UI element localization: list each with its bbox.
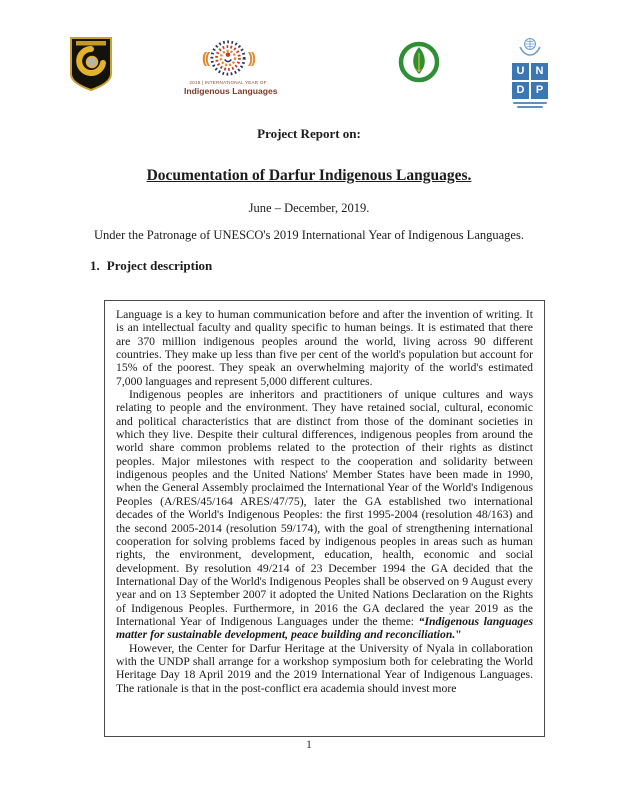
environment-leaf-logo xyxy=(398,41,440,83)
undp-letter-grid xyxy=(506,63,554,99)
undp-letter-p: P xyxy=(531,82,548,99)
body-paragraph-3: However, the Center for Darfur Heritage at the University of Nyala in collaboration with the UNDP shall arrange for a workshop symposium both for celebrating the World Heritage Day 18 April 2019 and the 2019 International Year of Indigenous Languages. The rationale is that in the post-conflict era academia should invest more xyxy=(116,641,533,695)
leaf-circle-icon xyxy=(398,41,440,83)
iyil-bottom-line: Indigenous Languages xyxy=(184,86,278,96)
section-title: Project description xyxy=(106,258,213,273)
theme-quote-close: " xyxy=(455,628,462,642)
document-title: Documentation of Darfur Indigenous Languages. xyxy=(146,167,472,184)
iyil-2019-logo xyxy=(184,38,278,96)
undp-letter-n: N xyxy=(531,63,548,80)
iyil-top-line: 2019 | INTERNATIONAL YEAR OF xyxy=(189,80,267,85)
un-emblem-icon xyxy=(517,35,543,57)
page-number: 1 xyxy=(306,739,312,751)
university-shield-logo xyxy=(68,36,114,92)
iyil-left-arcs-icon: (( xyxy=(202,49,208,67)
patronage-line: Under the Patronage of UNESCO's 2019 International Year of Indigenous Languages. xyxy=(94,228,524,242)
section-heading-project-description xyxy=(90,258,212,274)
undp-logo xyxy=(506,35,554,108)
undp-caption-lines xyxy=(506,102,554,108)
section-number: 1. xyxy=(90,258,100,273)
body-paragraph-2 xyxy=(116,388,533,642)
report-on-label: Project Report on: xyxy=(257,126,361,141)
project-description-box xyxy=(104,300,545,737)
undp-letter-u: U xyxy=(512,63,529,80)
paragraph-2-text: Indigenous peoples are inheritors and practitioners of unique cultures and ways relating to people and the environment. They have retained social, cultural, economic and political characteristics that are distinct from those of the dominant societies in which they live. Despite their cultural differences, indigenous peoples from around the world share common problems related to the protection of their rights as distinct peoples. Major milestones with respect to the cooperation and solidarity between indigenous peoples and the United Nations' Member States have been made in 1990, when the General Assembly proclaimed the International Year of the World's Indigenous Peoples (A/RES/45/164 ARES/47/75), later the GA established two international decades of the World's Indigenous Peoples: the first 1995-2004 (resolution 48/163) and the second 2005-2014 (resolution 59/174), with the goal of strengthening international cooperation for solving problems faced by indigenous peoples in areas such as human rights, the environment, development, education, health, economic and social development. By resolution 49/214 of 23 December 1994 the GA decided that the International Day of the World's Indigenous Peoples shall be observed on 9 August every year and on 13 September 2007 it adopted the United Nations Declaration on the Rights of Indigenous Peoples. Furthermore, in 2016 the GA declared the year 2019 as the International Year of Indigenous Languages under the theme: xyxy=(116,388,533,628)
iyil-right-arcs-icon: )) xyxy=(248,49,254,67)
theme-quote-italic: “Indigenous languages matter for sustainable development, peace building and reconciliation. xyxy=(116,614,533,642)
iyil-circle-icon xyxy=(209,39,247,77)
body-paragraph-1: Language is a key to human communication before and after the invention of writing. It is an intellectual faculty and quality specific to human beings. It is estimated that there are 370 million indigenous peoples around the world, living across 90 different countries. They make up less than five per cent of the world's population but account for 15% of the poorest. They speak an overwhelming majority of the world's estimated 7,000 languages and represent 5,000 different cultures. xyxy=(116,308,533,388)
undp-letter-d: D xyxy=(512,82,529,99)
date-range: June – December, 2019. xyxy=(248,201,370,215)
university-shield-icon xyxy=(68,36,114,92)
